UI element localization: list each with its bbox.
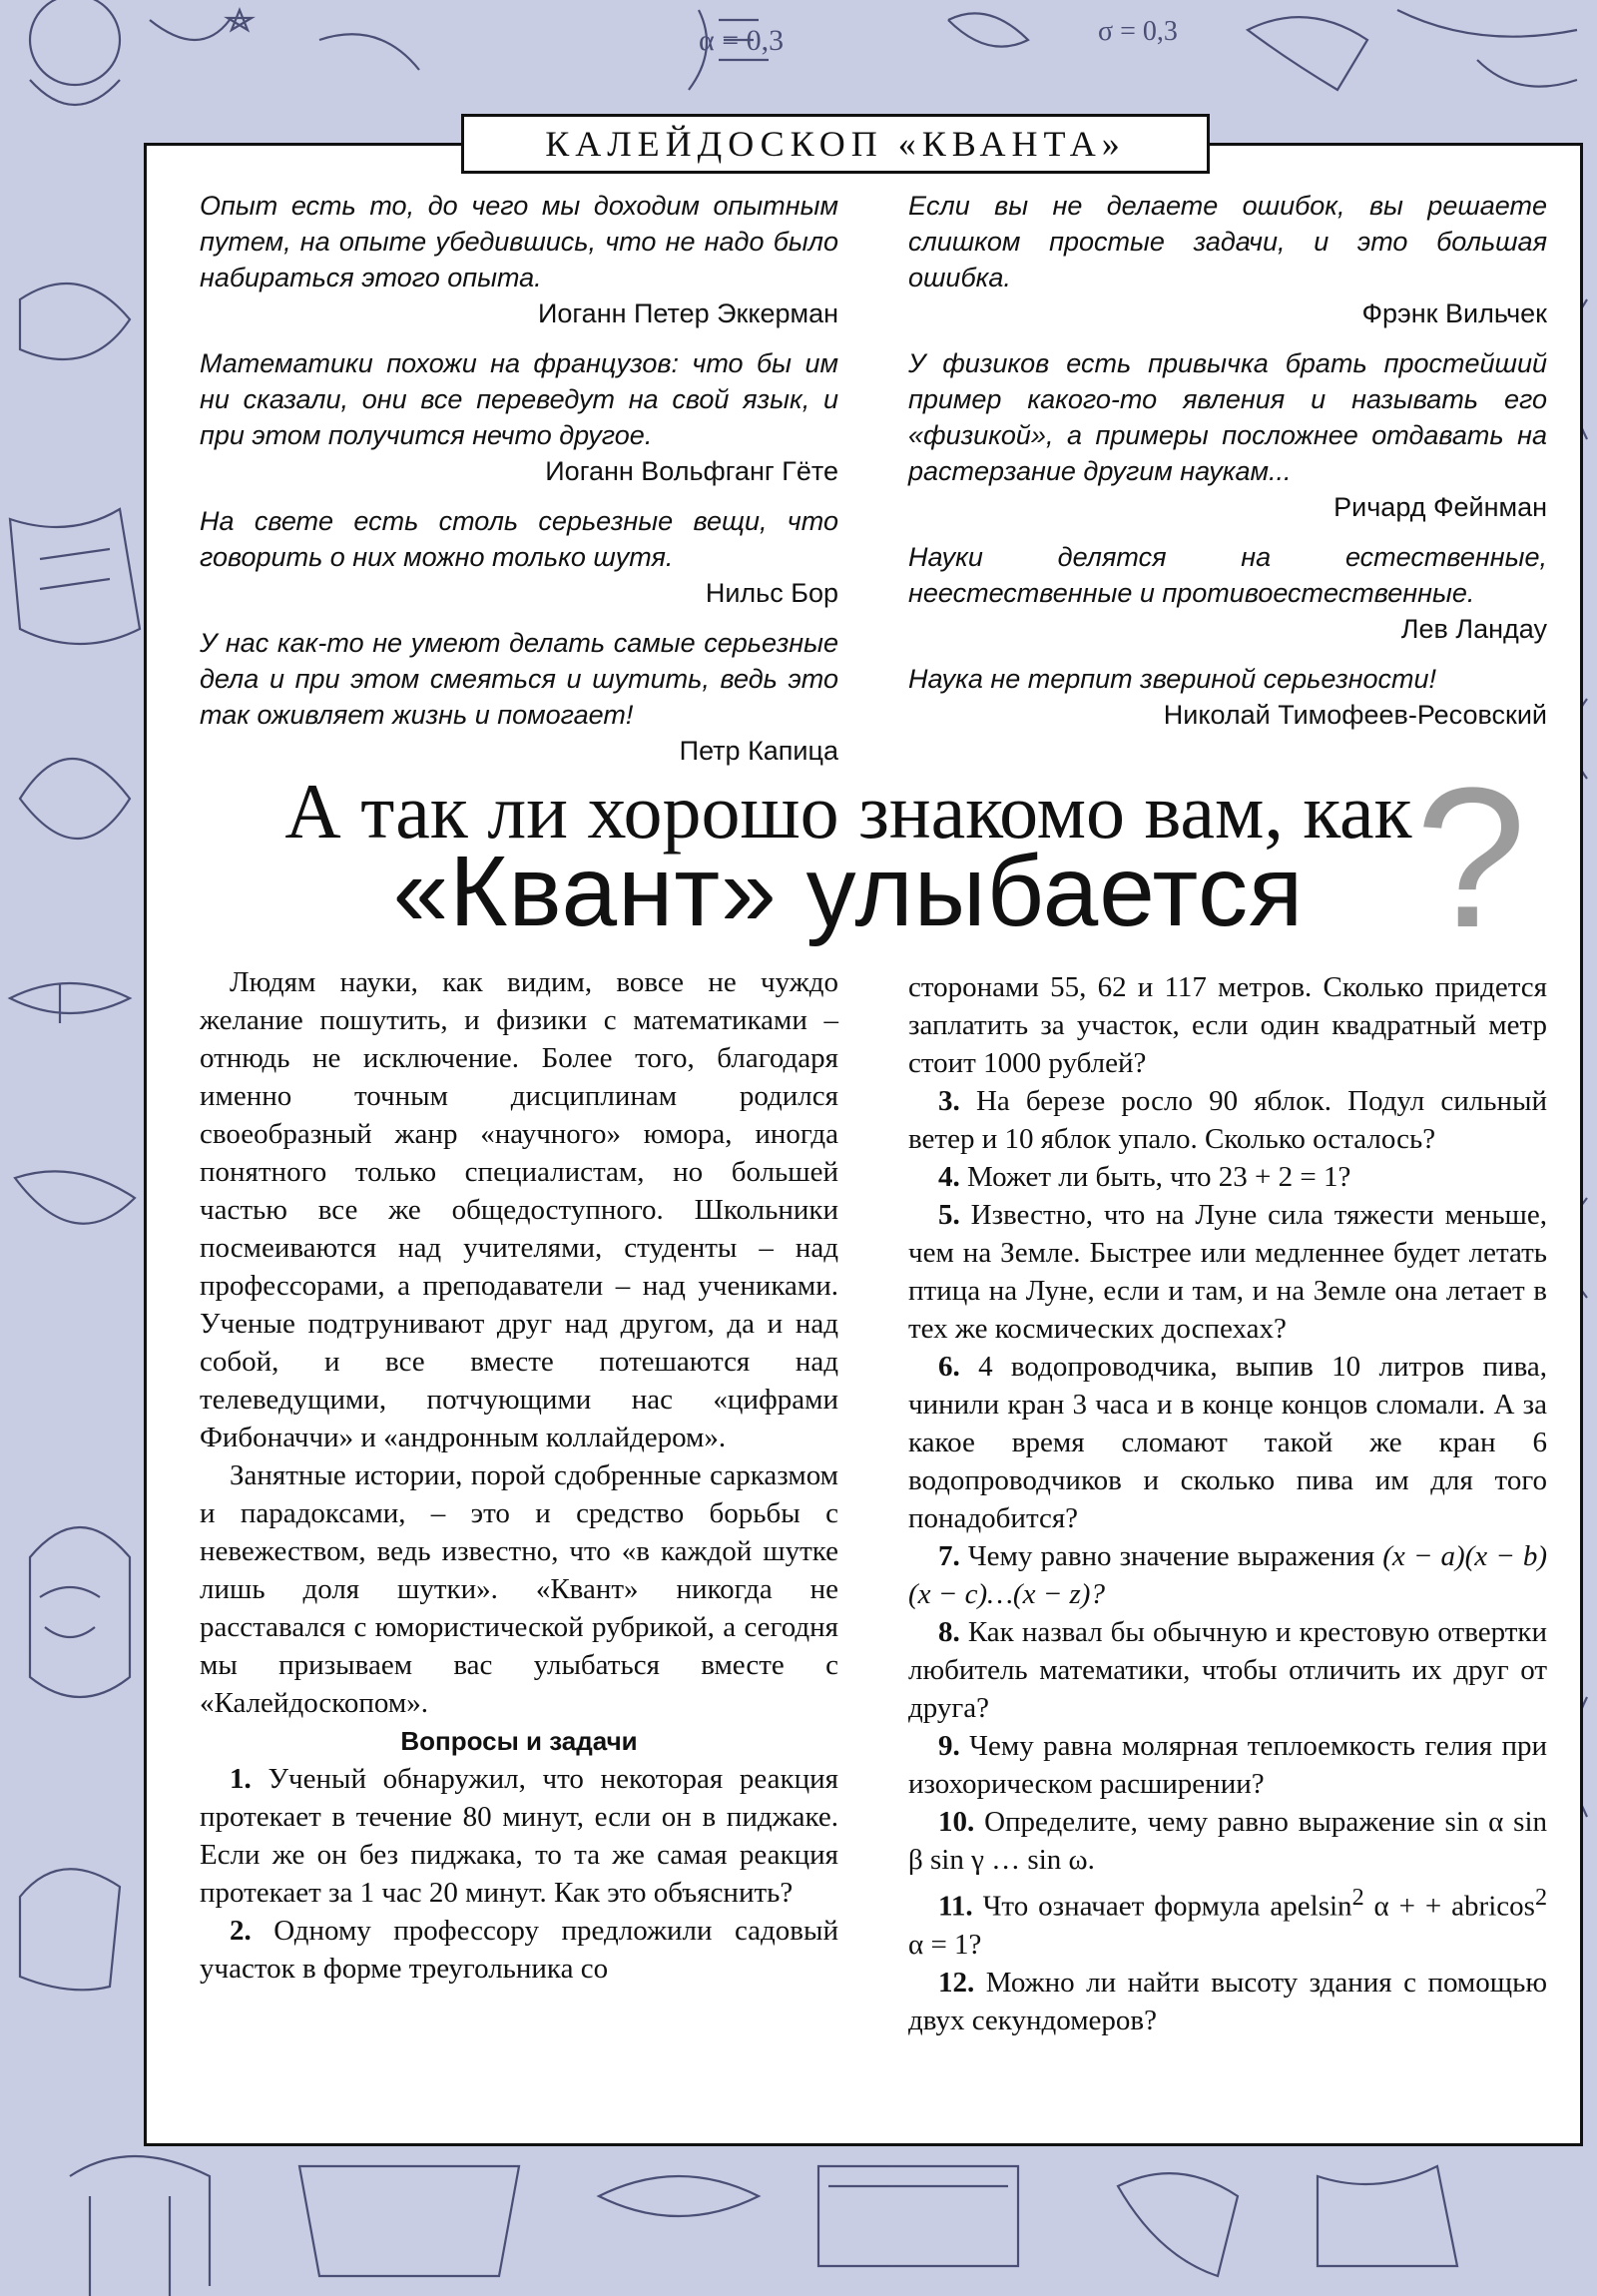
exponent: 2 xyxy=(1351,1884,1364,1911)
problem-item xyxy=(908,1082,1547,1158)
problems-heading: Вопросы и задачи xyxy=(400,1726,638,1756)
exponent: 2 xyxy=(1534,1884,1548,1911)
quote-text: Если вы не делаете ошибок, вы решаете слишком простые задачи, и это большая ошибка. xyxy=(908,191,1547,292)
problem-item xyxy=(908,1727,1547,1803)
problem-text: На березе росло 90 яблок. Подул сильный ветер и 10 яблок упало. Сколько осталось? xyxy=(908,1085,1548,1155)
problem-number: 2. xyxy=(230,1915,252,1947)
quote xyxy=(908,345,1547,525)
quote xyxy=(200,188,838,331)
quote xyxy=(908,539,1547,647)
quote-text: На свете есть столь серьезные вещи, что говорить о них можно только шутя. xyxy=(200,506,838,572)
problem-item xyxy=(908,1879,1547,1964)
problem-number: 11. xyxy=(938,1890,973,1923)
problem-number: 5. xyxy=(938,1199,960,1231)
problem-item xyxy=(200,1912,838,1988)
problem-text: Одному профессору предложили садовый участок в форме треугольника со xyxy=(200,1915,838,1985)
quote-author: Петр Капица xyxy=(679,736,838,766)
quotes-right-column xyxy=(908,188,1547,747)
quotes-left-column xyxy=(200,188,838,783)
question-mark-ornament: ? xyxy=(1415,747,1527,969)
quote-author: Лев Ландау xyxy=(1400,614,1547,644)
quote-text: Наука не терпит звериной серьезности! xyxy=(908,664,1437,694)
problem-item xyxy=(908,1348,1547,1537)
problem-number: 3. xyxy=(938,1085,960,1117)
intro-paragraph: Людям науки, как видим, вовсе не чуждо желание пошутить, и физики с математиками – отнюдь не исключение. Более того, благодаря именно точным дисциплинам родился своеобразный жанр «научного» юмора, иногда понятного только специалистам, но большей частью все же общедоступного. Школьники посмеиваются над учителями, студенты – над профессорами, а преподаватели – над учениками. Ученые подтрунивают друг над другом, да и над собой, и все вместе потешаются над телеведущими, потчующими нас «цифрами Фибоначчи» и «андронным коллайдером». xyxy=(200,966,838,1453)
problem-number: 1. xyxy=(230,1763,252,1795)
quote-author: Фрэнк Вильчек xyxy=(1361,298,1547,328)
svg-text:σ = 0,3: σ = 0,3 xyxy=(1098,16,1178,47)
problem-text: α + + abricos xyxy=(1363,1890,1535,1923)
quote xyxy=(200,503,838,611)
article-title-line1: А так ли хорошо знакомо вам, как xyxy=(284,768,1412,855)
problem-number: 8. xyxy=(938,1616,960,1648)
quote-author: Николай Тимофеев-Ресовский xyxy=(1163,700,1547,730)
article-left-column xyxy=(200,963,838,1988)
quote-text: У физиков есть привычка брать простейший пример какого-то явления и называть его «физикой», а примеры посложнее отдавать на растерзание другим наукам... xyxy=(908,348,1547,486)
problem-item xyxy=(908,1196,1547,1348)
svg-text:α = 0,3: α = 0,3 xyxy=(699,24,785,57)
problem-item xyxy=(908,1537,1547,1613)
problem-text: 4 водопроводчика, выпив 10 литров пива, чинили кран 3 часа и в конце концов сломали. А за какое время сломают такой же кран 6 водопроводчиков и сколько пива им для того понадобится? xyxy=(908,1351,1547,1534)
quote xyxy=(200,345,838,489)
problem-text: Ученый обнаружил, что некоторая реакция протекает в течение 80 минут, если он в пиджаке. Если же он без пиджака, то та же самая реакция протекает за 1 час 20 минут. Как это объяснить? xyxy=(200,1763,838,1909)
quote-author: Ричард Фейнман xyxy=(1333,492,1547,522)
quote xyxy=(908,188,1547,331)
intro-paragraph: Занятные истории, порой сдобренные сарказмом и парадоксами, – это и средство борьбы с невежеством, ведь известно, что «в каждой шутке лишь доля шутки». «Квант» никогда не расставался с юмористической рубрикой, а сегодня мы призываем вас улыбаться вместе с «Калейдоскопом». xyxy=(200,1459,838,1719)
problem-number: 12. xyxy=(938,1966,975,1999)
quote-text: У нас как-то не умеют делать самые серьезные дела и при этом смеяться и шутить, ведь это так оживляет жизнь и помогает! xyxy=(200,628,838,730)
problem-text: Можно ли найти высоту здания с помощью двух секундомеров? xyxy=(908,1966,1547,2036)
problem-text: Как назвал бы обычную и крестовую отвертки любитель математики, чтобы отличить их друг от друга? xyxy=(908,1616,1547,1724)
problem-text: Чему равна молярная теплоемкость гелия при изохорическом расширении? xyxy=(908,1730,1547,1800)
problem-text: Определите, чему равно выражение xyxy=(984,1806,1435,1838)
article-title-line2: «Квант» улыбается xyxy=(392,836,1305,947)
problem-number: 10. xyxy=(938,1806,975,1838)
problem-formula: sin α sin β sin γ … sin ω. xyxy=(908,1806,1548,1876)
problem-item xyxy=(200,1760,838,1912)
problem-item xyxy=(908,1613,1547,1727)
quote-text: Опыт есть то, до чего мы доходим опытным путем, на опыте убедившись, что не надо было набираться этого опыта. xyxy=(200,191,838,292)
quote-author: Иоганн Вольфганг Гёте xyxy=(545,456,838,486)
quote xyxy=(200,625,838,769)
quote-author: Иоганн Петер Эккерман xyxy=(538,298,838,328)
quote-text: Науки делятся на естественные, неестественные и противоестественные. xyxy=(908,542,1547,608)
quote-text: Математики похожи на французов: что бы им ни сказали, они все переведут на свой язык, и при этом получится нечто другое. xyxy=(200,348,838,450)
problem-formula: (x − a)(x − b)(x − c)…(x − z)? xyxy=(908,1540,1547,1610)
section-label: КАЛЕЙДОСКОП «КВАНТА» xyxy=(461,114,1210,174)
problem-continuation: сторонами 55, 62 и 117 метров. Сколько придется заплатить за участок, если один квадратный метр стоит 1000 рублей? xyxy=(908,971,1547,1079)
problem-number: 4. xyxy=(938,1161,960,1193)
problem-text: Может ли быть, что 23 + 2 = 1? xyxy=(967,1161,1351,1193)
problem-item xyxy=(908,1803,1547,1879)
problem-number: 7. xyxy=(938,1540,960,1572)
quote xyxy=(908,661,1547,733)
problem-item xyxy=(908,1158,1547,1196)
problem-number: 9. xyxy=(938,1730,960,1762)
problem-text: Что означает формула apelsin xyxy=(982,1890,1352,1923)
problem-text: α = 1? xyxy=(908,1928,982,1961)
quote-author: Нильс Бор xyxy=(705,578,838,608)
problem-text: Известно, что на Луне сила тяжести меньше, чем на Земле. Быстрее или медленнее будет летать птица на Луне, если и там, и на Земле она летает в тех же космических доспехах? xyxy=(908,1199,1548,1345)
article-right-column xyxy=(908,968,1547,2039)
problem-number: 6. xyxy=(938,1351,960,1383)
problem-item xyxy=(908,1964,1547,2039)
problem-text: Чему равно значение выражения xyxy=(967,1540,1375,1572)
